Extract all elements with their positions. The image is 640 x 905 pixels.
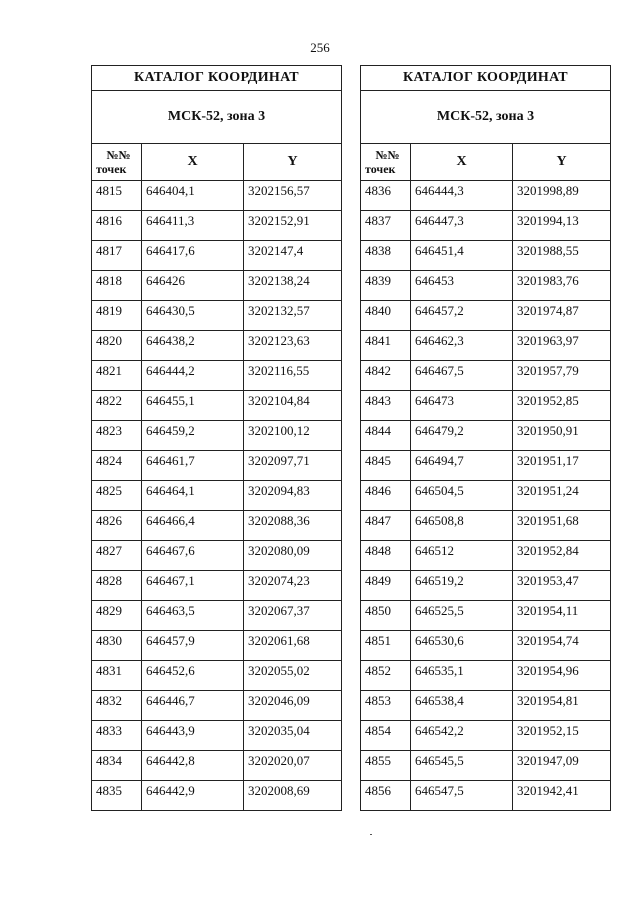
table-row — [92, 301, 342, 331]
point-number-cell: 4853 — [361, 691, 411, 721]
x-coordinate-cell: 646542,2 — [411, 721, 513, 751]
y-header: Y — [244, 144, 342, 181]
x-coordinate-cell: 646462,3 — [411, 331, 513, 361]
point-number-cell: 4815 — [92, 181, 142, 211]
x-coordinate-cell: 646504,5 — [411, 481, 513, 511]
catalog-subtitle: МСК-52, зона 3 — [361, 91, 611, 144]
point-number-cell: 4822 — [92, 391, 142, 421]
table-row — [92, 271, 342, 301]
point-number-cell: 4848 — [361, 541, 411, 571]
y-coordinate-cell: 3201983,76 — [513, 271, 611, 301]
x-coordinate-cell: 646444,3 — [411, 181, 513, 211]
table-row — [361, 181, 611, 211]
x-coordinate-cell: 646467,5 — [411, 361, 513, 391]
x-coordinate-cell: 646426 — [142, 271, 244, 301]
catalog-table-left — [91, 65, 342, 811]
x-coordinate-cell: 646508,8 — [411, 511, 513, 541]
point-number-header-line1: №№ — [375, 148, 400, 162]
table-row — [92, 571, 342, 601]
y-coordinate-cell: 3202147,4 — [244, 241, 342, 271]
table-row — [92, 601, 342, 631]
x-coordinate-cell: 646442,9 — [142, 781, 244, 811]
y-coordinate-cell: 3201998,89 — [513, 181, 611, 211]
x-coordinate-cell: 646467,1 — [142, 571, 244, 601]
x-coordinate-cell: 646411,3 — [142, 211, 244, 241]
x-header: X — [411, 144, 513, 181]
point-number-header — [92, 144, 142, 181]
table-row — [92, 241, 342, 271]
point-number-cell: 4855 — [361, 751, 411, 781]
table-row — [92, 781, 342, 811]
point-number-cell: 4850 — [361, 601, 411, 631]
y-coordinate-cell: 3201942,41 — [513, 781, 611, 811]
point-number-cell: 4827 — [92, 541, 142, 571]
table-row — [92, 451, 342, 481]
x-coordinate-cell: 646452,6 — [142, 661, 244, 691]
y-coordinate-cell: 3202020,07 — [244, 751, 342, 781]
point-number-cell: 4841 — [361, 331, 411, 361]
y-coordinate-cell: 3201957,79 — [513, 361, 611, 391]
table-row — [361, 571, 611, 601]
table-row — [361, 541, 611, 571]
table-row — [92, 361, 342, 391]
table-row — [361, 751, 611, 781]
y-coordinate-cell: 3202138,24 — [244, 271, 342, 301]
point-number-cell: 4825 — [92, 481, 142, 511]
y-header: Y — [513, 144, 611, 181]
point-number-cell: 4854 — [361, 721, 411, 751]
x-coordinate-cell: 646547,5 — [411, 781, 513, 811]
x-coordinate-cell: 646538,4 — [411, 691, 513, 721]
y-coordinate-cell: 3202123,63 — [244, 331, 342, 361]
x-coordinate-cell: 646457,9 — [142, 631, 244, 661]
x-coordinate-cell: 646430,5 — [142, 301, 244, 331]
table-row — [92, 691, 342, 721]
point-number-cell: 4852 — [361, 661, 411, 691]
x-coordinate-cell: 646444,2 — [142, 361, 244, 391]
table-row — [361, 331, 611, 361]
y-coordinate-cell: 3202104,84 — [244, 391, 342, 421]
table-row — [92, 331, 342, 361]
x-coordinate-cell: 646451,4 — [411, 241, 513, 271]
y-coordinate-cell: 3201954,74 — [513, 631, 611, 661]
catalog-title: КАТАЛОГ КООРДИНАТ — [92, 66, 342, 91]
table-row — [361, 421, 611, 451]
point-number-cell: 4817 — [92, 241, 142, 271]
point-number-cell: 4819 — [92, 301, 142, 331]
x-header: X — [142, 144, 244, 181]
catalog-table-right — [360, 65, 611, 811]
point-number-cell: 4844 — [361, 421, 411, 451]
table-row — [92, 481, 342, 511]
page-number: 256 — [310, 40, 330, 55]
x-coordinate-cell: 646446,7 — [142, 691, 244, 721]
table-row — [92, 421, 342, 451]
y-coordinate-cell: 3201953,47 — [513, 571, 611, 601]
point-number-cell: 4856 — [361, 781, 411, 811]
y-coordinate-cell: 3202116,55 — [244, 361, 342, 391]
point-number-cell: 4830 — [92, 631, 142, 661]
point-number-cell: 4849 — [361, 571, 411, 601]
table-row — [361, 511, 611, 541]
x-coordinate-cell: 646479,2 — [411, 421, 513, 451]
y-coordinate-cell: 3201954,81 — [513, 691, 611, 721]
point-number-cell: 4845 — [361, 451, 411, 481]
y-coordinate-cell: 3202008,69 — [244, 781, 342, 811]
point-number-cell: 4832 — [92, 691, 142, 721]
column-header-row — [361, 144, 611, 181]
y-coordinate-cell: 3201951,17 — [513, 451, 611, 481]
x-coordinate-cell: 646467,6 — [142, 541, 244, 571]
x-coordinate-cell: 646535,1 — [411, 661, 513, 691]
point-number-cell: 4840 — [361, 301, 411, 331]
x-coordinate-cell: 646455,1 — [142, 391, 244, 421]
x-coordinate-cell: 646466,4 — [142, 511, 244, 541]
y-coordinate-cell: 3201952,15 — [513, 721, 611, 751]
point-number-cell: 4828 — [92, 571, 142, 601]
table-row — [361, 721, 611, 751]
point-number-cell: 4839 — [361, 271, 411, 301]
y-coordinate-cell: 3201952,84 — [513, 541, 611, 571]
x-coordinate-cell: 646464,1 — [142, 481, 244, 511]
y-coordinate-cell: 3202055,02 — [244, 661, 342, 691]
point-number-cell: 4834 — [92, 751, 142, 781]
y-coordinate-cell: 3201988,55 — [513, 241, 611, 271]
table-row — [361, 631, 611, 661]
x-coordinate-cell: 646459,2 — [142, 421, 244, 451]
x-coordinate-cell: 646447,3 — [411, 211, 513, 241]
y-coordinate-cell: 3202035,04 — [244, 721, 342, 751]
table-row — [361, 481, 611, 511]
point-number-cell: 4820 — [92, 331, 142, 361]
table-row — [361, 391, 611, 421]
table-row — [361, 661, 611, 691]
point-number-cell: 4835 — [92, 781, 142, 811]
point-number-header — [361, 144, 411, 181]
y-coordinate-cell: 3201963,97 — [513, 331, 611, 361]
point-number-cell: 4843 — [361, 391, 411, 421]
table-row — [361, 241, 611, 271]
y-coordinate-cell: 3202156,57 — [244, 181, 342, 211]
y-coordinate-cell: 3202074,23 — [244, 571, 342, 601]
point-number-cell: 4836 — [361, 181, 411, 211]
x-coordinate-cell: 646519,2 — [411, 571, 513, 601]
y-coordinate-cell: 3201951,68 — [513, 511, 611, 541]
x-coordinate-cell: 646473 — [411, 391, 513, 421]
point-number-cell: 4831 — [92, 661, 142, 691]
table-row — [92, 511, 342, 541]
point-number-cell: 4824 — [92, 451, 142, 481]
x-coordinate-cell: 646494,7 — [411, 451, 513, 481]
x-coordinate-cell: 646442,8 — [142, 751, 244, 781]
y-coordinate-cell: 3201951,24 — [513, 481, 611, 511]
table-row — [361, 691, 611, 721]
x-coordinate-cell: 646463,5 — [142, 601, 244, 631]
point-number-header-line2: точек — [365, 162, 396, 176]
x-coordinate-cell: 646438,2 — [142, 331, 244, 361]
y-coordinate-cell: 3201954,11 — [513, 601, 611, 631]
table-row — [92, 661, 342, 691]
y-coordinate-cell: 3202097,71 — [244, 451, 342, 481]
table-row — [92, 181, 342, 211]
point-number-cell: 4851 — [361, 631, 411, 661]
x-coordinate-cell: 646417,6 — [142, 241, 244, 271]
y-coordinate-cell: 3202088,36 — [244, 511, 342, 541]
table-row — [361, 361, 611, 391]
point-number-cell: 4821 — [92, 361, 142, 391]
y-coordinate-cell: 3202152,91 — [244, 211, 342, 241]
x-coordinate-cell: 646457,2 — [411, 301, 513, 331]
y-coordinate-cell: 3201994,13 — [513, 211, 611, 241]
y-coordinate-cell: 3202100,12 — [244, 421, 342, 451]
y-coordinate-cell: 3202080,09 — [244, 541, 342, 571]
y-coordinate-cell: 3202132,57 — [244, 301, 342, 331]
x-coordinate-cell: 646530,6 — [411, 631, 513, 661]
table-row — [92, 541, 342, 571]
point-number-cell: 4833 — [92, 721, 142, 751]
x-coordinate-cell: 646525,5 — [411, 601, 513, 631]
point-number-header-line1: №№ — [106, 148, 131, 162]
y-coordinate-cell: 3201947,09 — [513, 751, 611, 781]
table-row — [361, 451, 611, 481]
point-number-cell: 4818 — [92, 271, 142, 301]
point-number-cell: 4823 — [92, 421, 142, 451]
column-header-row — [92, 144, 342, 181]
x-coordinate-cell: 646512 — [411, 541, 513, 571]
table-row — [92, 631, 342, 661]
table-row — [92, 211, 342, 241]
x-coordinate-cell: 646545,5 — [411, 751, 513, 781]
point-number-cell: 4826 — [92, 511, 142, 541]
table-row — [361, 301, 611, 331]
x-coordinate-cell: 646404,1 — [142, 181, 244, 211]
point-number-cell: 4846 — [361, 481, 411, 511]
point-number-cell: 4838 — [361, 241, 411, 271]
table-row — [361, 601, 611, 631]
point-number-header-line2: точек — [96, 162, 127, 176]
y-coordinate-cell: 3202067,37 — [244, 601, 342, 631]
y-coordinate-cell: 3201952,85 — [513, 391, 611, 421]
x-coordinate-cell: 646461,7 — [142, 451, 244, 481]
y-coordinate-cell: 3202046,09 — [244, 691, 342, 721]
y-coordinate-cell: 3201954,96 — [513, 661, 611, 691]
stray-mark — [370, 834, 372, 835]
table-row — [361, 211, 611, 241]
point-number-cell: 4816 — [92, 211, 142, 241]
point-number-cell: 4847 — [361, 511, 411, 541]
table-row — [361, 781, 611, 811]
table-row — [92, 751, 342, 781]
table-row — [92, 721, 342, 751]
y-coordinate-cell: 3202061,68 — [244, 631, 342, 661]
table-row — [92, 391, 342, 421]
point-number-cell: 4842 — [361, 361, 411, 391]
y-coordinate-cell: 3202094,83 — [244, 481, 342, 511]
y-coordinate-cell: 3201950,91 — [513, 421, 611, 451]
catalog-title: КАТАЛОГ КООРДИНАТ — [361, 66, 611, 91]
catalog-subtitle: МСК-52, зона 3 — [92, 91, 342, 144]
x-coordinate-cell: 646443,9 — [142, 721, 244, 751]
x-coordinate-cell: 646453 — [411, 271, 513, 301]
table-row — [361, 271, 611, 301]
point-number-cell: 4837 — [361, 211, 411, 241]
point-number-cell: 4829 — [92, 601, 142, 631]
y-coordinate-cell: 3201974,87 — [513, 301, 611, 331]
